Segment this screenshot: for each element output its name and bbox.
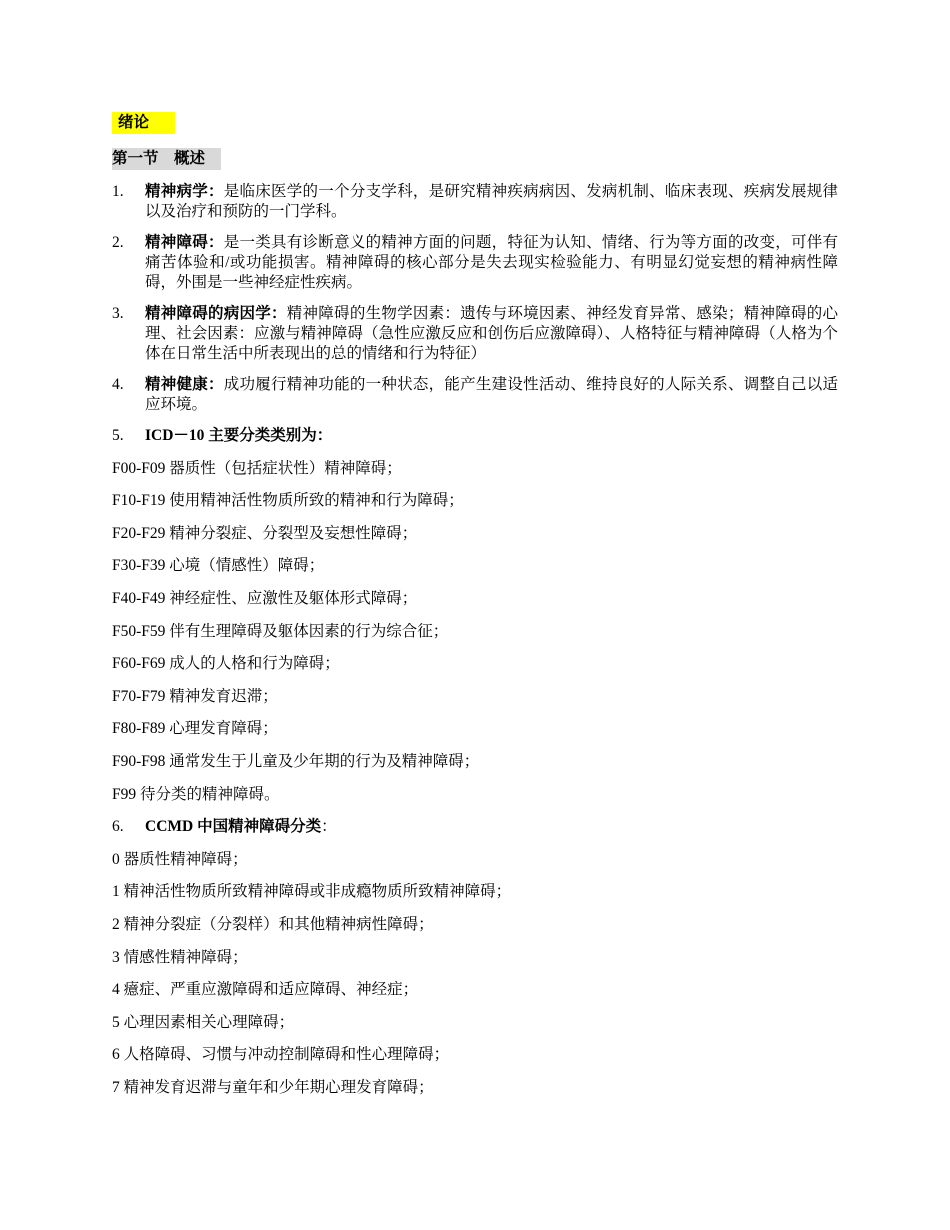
item-term: 精神障碍的病因学： (145, 305, 287, 322)
icd-category: F30-F39 心境（情感性）障碍； (112, 557, 325, 575)
icd-category: F90-F98 通常发生于儿童及少年期的行为及精神障碍； (112, 752, 480, 770)
item-text: 是一类具有诊断意义的精神方面的问题，特征为认知、情绪、行为等方面的改变，可伴有痛苦体验和/或功能损害。精神障碍的核心部分是失去现实检验能力、有明显幻觉妄想的精神病性障碍，外围是一些神经症性疾病。 (145, 234, 838, 291)
icd-category: F70-F79 精神发育迟滞； (112, 687, 278, 705)
ccmd-title-suffix: ： (321, 818, 337, 836)
item-number: 6. (112, 818, 124, 836)
ccmd-category: 3 情感性精神障碍； (112, 948, 248, 966)
definition-item (112, 375, 838, 415)
definition-item (112, 182, 838, 222)
definition-item (112, 233, 838, 293)
ccmd-category: 4 癔症、严重应激障碍和适应障碍、神经症； (112, 981, 419, 999)
item-term: 精神健康： (145, 376, 224, 393)
document-page (112, 110, 838, 1110)
icd-category: F00-F09 器质性（包括症状性）精神障碍； (112, 459, 402, 477)
ccmd-category: 5 心理因素相关心理障碍； (112, 1013, 295, 1031)
chapter-title: 绪论 (112, 112, 175, 134)
icd-category: F80-F89 心理发育障碍； (112, 720, 278, 738)
definition-item (112, 304, 838, 364)
ccmd-category: 7 精神发育迟滞与童年和少年期心理发育障碍； (112, 1078, 434, 1096)
item-term: 精神障碍： (145, 234, 224, 251)
ccmd-heading (112, 817, 838, 837)
ccmd-category: 1 精神活性物质所致精神障碍或非成瘾物质所致精神障碍； (112, 883, 512, 901)
ccmd-category: 0 器质性精神障碍； (112, 850, 248, 868)
item-term: 精神病学： (145, 183, 224, 200)
section-title: 第一节 概述 (112, 148, 221, 170)
item-text: 是临床医学的一个分支学科，是研究精神疾病病因、发病机制、临床表现、疾病发展规律以及治疗和预防的一门学科。 (145, 183, 838, 220)
item-text: 成功履行精神功能的一种状态，能产生建设性活动、维持良好的人际关系、调整自己以适应环境。 (145, 376, 838, 413)
item-number: 1. (112, 183, 124, 200)
ccmd-category-list (112, 850, 838, 1098)
item-number: 4. (112, 376, 124, 393)
icd-category: F50-F59 伴有生理障碍及躯体因素的行为综合征； (112, 622, 449, 640)
icd-category: F20-F29 精神分裂症、分裂型及妄想性障碍； (112, 524, 418, 542)
icd-category: F10-F19 使用精神活性物质所致的精神和行为障碍； (112, 492, 464, 510)
icd-heading (112, 426, 838, 446)
item-number: 3. (112, 305, 124, 322)
icd-category-list (112, 459, 838, 805)
definition-list (112, 182, 838, 415)
icd-category: F99 待分类的精神障碍。 (112, 785, 280, 803)
ccmd-category: 2 精神分裂症（分裂样）和其他精神病性障碍； (112, 915, 434, 933)
ccmd-category: 6 人格障碍、习惯与冲动控制障碍和性心理障碍； (112, 1046, 450, 1064)
item-text: 精神障碍的生物学因素：遗传与环境因素、神经发育异常、感染；精神障碍的心理、社会因素：应激与精神障碍（急性应激反应和创伤后应激障碍）、人格特征与精神障碍（人格为个体在日常生活中所表现出的总的情绪和行为特征） (145, 305, 838, 362)
item-number: 5. (112, 427, 124, 444)
ccmd-title: CCMD 中国精神障碍分类 (145, 818, 322, 836)
icd-title: ICD－10 主要分类类别为： (145, 427, 333, 444)
chapter-title-block (112, 112, 838, 134)
icd-category: F60-F69 成人的人格和行为障碍； (112, 655, 340, 673)
icd-category: F40-F49 神经症性、应激性及躯体形式障碍； (112, 589, 418, 607)
item-number: 2. (112, 234, 124, 251)
section-title-block (112, 148, 838, 170)
